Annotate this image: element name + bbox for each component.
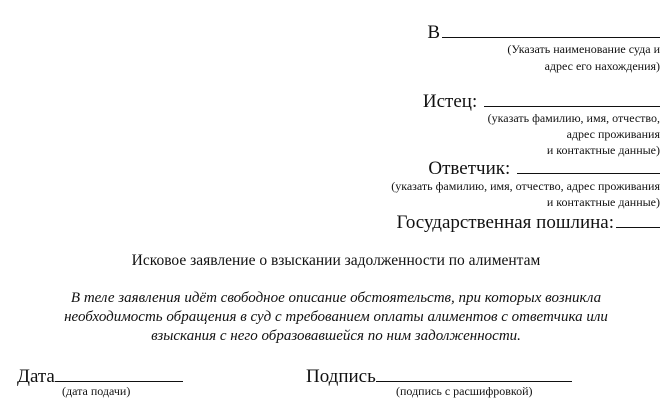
court-label: В — [427, 22, 440, 43]
document-title: Исковое заявление о взыскании задолженности по алиментам — [131, 252, 541, 269]
defendant-hint-2: и контактные данные) — [546, 195, 660, 209]
date-hint: (дата подачи) — [62, 384, 131, 398]
court-hint-2: адрес его нахождения) — [544, 59, 660, 73]
court-blank-line — [442, 20, 660, 38]
state-fee-label: Государственная пошлина: — [396, 212, 614, 233]
date-blank-line — [55, 364, 183, 382]
court-hint-1: (Указать наименование суда и — [507, 42, 660, 56]
state-fee-field — [397, 210, 661, 234]
date-label: Дата — [17, 366, 55, 387]
signature-label: Подпись — [306, 366, 376, 387]
description-line-1: В теле заявления идёт свободное описание обстоятельств, при которых возникла — [70, 290, 602, 306]
signature-hint: (подпись с расшифровкой) — [396, 384, 533, 398]
description-line-3: взыскания с него образовавшейся по ним задолженности. — [151, 328, 521, 344]
plaintiff-blank-line — [484, 89, 660, 107]
plaintiff-label: Истец: — [422, 91, 478, 112]
plaintiff-hint-3: и контактные данные) — [546, 143, 660, 157]
defendant-blank-line — [517, 156, 660, 174]
signature-blank-line — [376, 364, 572, 382]
description-line-2: необходимость обращения в суд с требованием оплаты алиментов с ответчика или — [64, 309, 608, 325]
plaintiff-hint-1: (указать фамилию, имя, отчество, — [487, 111, 660, 125]
defendant-label: Ответчик: — [428, 158, 511, 179]
defendant-hint-1: (указать фамилию, имя, отчество, адрес проживания — [391, 179, 660, 193]
plaintiff-hint-2: адрес проживания — [566, 127, 660, 141]
state-fee-blank-line — [616, 210, 660, 228]
defendant-field — [428, 156, 660, 180]
